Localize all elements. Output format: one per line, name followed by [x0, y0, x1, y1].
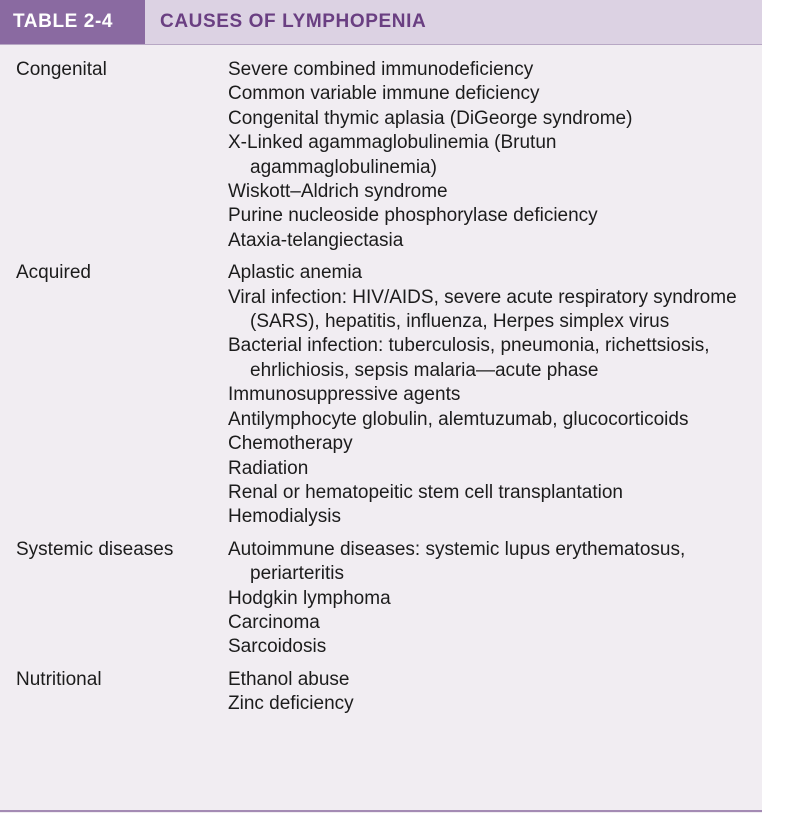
cause-item: Common variable immune deficiency — [228, 83, 540, 105]
cause-list — [228, 261, 748, 529]
cause-item: Purine nucleoside phosphorylase deficiency — [228, 205, 598, 227]
cause-list — [228, 668, 748, 717]
cause-item: Zinc deficiency — [228, 693, 354, 715]
cause-item: Aplastic anemia — [228, 262, 363, 284]
group-nutritional — [0, 668, 762, 717]
table-body — [0, 58, 762, 725]
cause-item: Viral infection: HIV/AIDS, severe acute respiratory syndrome (SARS), hepatitis, influenza, Herpes simplex virus — [228, 286, 737, 333]
cause-item: Immunosuppressive agents — [228, 384, 461, 406]
cause-item: Sarcoidosis — [228, 636, 327, 658]
category-label: Congenital — [16, 59, 107, 80]
cause-item: Ataxia-telangiectasia — [228, 229, 404, 251]
table-number-label: TABLE 2-4 — [0, 0, 145, 44]
cause-list — [228, 58, 748, 253]
category-label: Nutritional — [16, 668, 102, 690]
group-acquired — [0, 261, 762, 529]
cause-item: Hemodialysis — [228, 506, 341, 528]
category-label: Acquired — [16, 262, 91, 284]
table-bottom-rule — [0, 810, 762, 812]
table-title: CAUSES OF LYMPHOPENIA — [160, 11, 427, 32]
cause-item: Hodgkin lymphoma — [228, 587, 391, 609]
cause-item: Antilymphocyte globulin, alemtuzumab, glucocorticoids — [228, 408, 689, 430]
cause-item: Renal or hematopeitic stem cell transplantation — [228, 481, 623, 503]
cause-item: Ethanol abuse — [228, 668, 350, 690]
category-label: Systemic diseases — [16, 538, 174, 560]
cause-item: Carcinoma — [228, 611, 320, 633]
cause-item: Wiskott–Aldrich syndrome — [228, 181, 448, 203]
table-header — [0, 0, 762, 45]
cause-item: Congenital thymic aplasia (DiGeorge syndrome) — [228, 107, 633, 129]
cause-item: Autoimmune diseases: systemic lupus erythematosus, periarteritis — [228, 538, 686, 585]
cause-item: Radiation — [228, 457, 309, 479]
group-congenital — [0, 58, 762, 253]
cause-item: Severe combined immunodeficiency — [228, 59, 534, 80]
cause-item: Chemotherapy — [228, 433, 353, 455]
cause-item: Bacterial infection: tuberculosis, pneumonia, richettsiosis, ehrlichiosis, sepsis malaria—acute phase — [228, 335, 710, 381]
cause-list — [228, 538, 748, 660]
group-systemic-diseases — [0, 538, 762, 660]
cause-item: X-Linked agammaglobulinemia (Brutun agammaglobulinemia) — [228, 132, 557, 178]
